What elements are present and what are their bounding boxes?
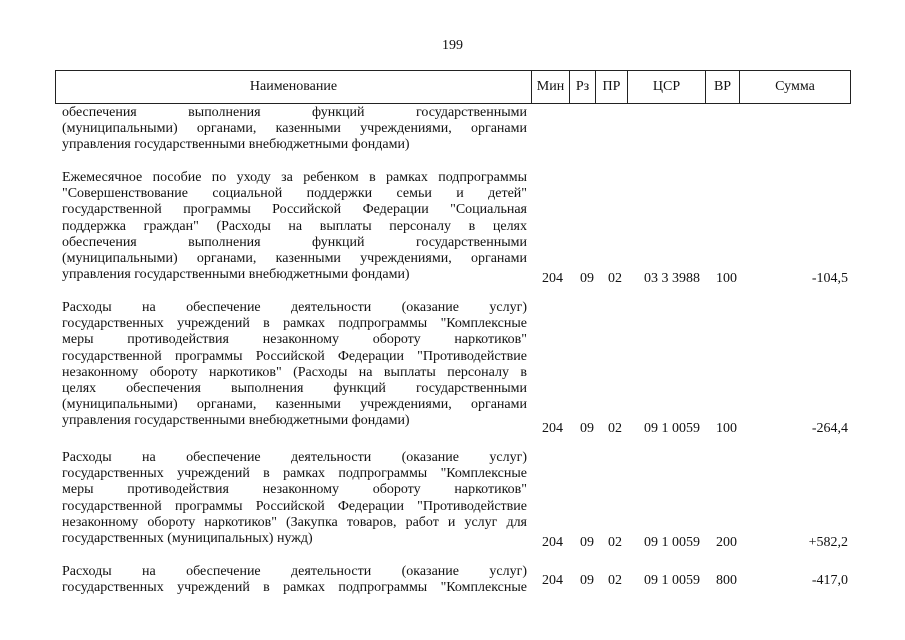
table-header [55,70,851,104]
cell-csr: 09 1 0059 [644,421,700,436]
description-line: меры противодействия незаконному обороту наркотиков" [62,332,527,348]
description-line: Расходы на обеспечение деятельности (оказание услуг) [62,300,527,315]
header-rz: Рз [569,71,595,103]
description-line: государственной программы Российской Федерации "Социальная [62,202,527,218]
description-line: государственной программы Российской Федерации "Противодействие [62,498,527,514]
cell-csr: 03 3 3988 [644,271,700,286]
row-values [62,271,848,288]
description-line: "Совершенствование социальной поддержки семьи и детей" [62,186,527,202]
header-name: Наименование [249,79,338,94]
description-line: управления государственными внебюджетными фондами) [62,137,410,153]
row-description [62,105,527,154]
row-description [62,170,527,283]
cell-vr: 100 [716,421,737,436]
cell-sum: -104,5 [811,271,848,286]
description-line: государственной программы Российской Федерации "Противодействие [62,348,527,364]
row-values [62,535,848,552]
description-line: обеспечения выполнения функций государственными [62,234,527,250]
description-line: управления государственными внебюджетными фондами) [62,267,410,283]
cell-min: 204 [542,573,563,588]
cell-min: 204 [542,271,563,286]
cell-vr: 800 [716,573,737,588]
cell-vr: 200 [716,535,737,550]
header-vr: ВР [705,71,739,103]
description-line: (муниципальными) органами, казенными учреждениями, органами [62,251,527,267]
row-description [62,450,527,547]
description-line: государственных учреждений в рамках подпрограммы "Комплексные [62,466,527,482]
description-line: Расходы на обеспечение деятельности (оказание услуг) [62,564,527,579]
header-min: Мин [531,71,569,103]
cell-csr: 09 1 0059 [644,535,700,550]
description-line: меры противодействия незаконному обороту наркотиков" [62,482,527,498]
cell-min: 204 [542,421,563,436]
cell-sum: -264,4 [811,421,848,436]
description-line: Расходы на обеспечение деятельности (оказание услуг) [62,450,527,465]
page-number: 199 [442,38,463,53]
description-line: государственных учреждений в рамках подпрограммы "Комплексные [62,580,527,596]
cell-vr: 100 [716,271,737,286]
description-line: (муниципальными) органами, казенными учреждениями, органами [62,121,527,137]
header-pr: ПР [595,71,627,103]
description-line: незаконному обороту наркотиков" (Закупка товаров, работ и услуг для [62,514,527,530]
description-line: обеспечения выполнения функций государственными [62,105,527,120]
row-description [62,300,527,430]
row-values [62,573,848,590]
cell-min: 204 [542,535,563,550]
description-line: целях обеспечения выполнения функций государственными [62,381,527,397]
description-line: управления государственными внебюджетными фондами) [62,413,410,429]
description-line: поддержка граждан" (Расходы на выплаты персоналу в целях [62,218,527,234]
cell-pr: 02 [608,271,622,286]
cell-pr: 02 [608,573,622,588]
cell-sum: -417,0 [811,573,848,588]
cell-rz: 09 [580,271,594,286]
cell-sum: +582,2 [808,535,848,550]
description-line: государственных учреждений в рамках подпрограммы "Комплексные [62,316,527,332]
cell-pr: 02 [608,421,622,436]
cell-rz: 09 [580,573,594,588]
header-csr: ЦСР [627,71,705,103]
row-values [62,421,848,438]
cell-csr: 09 1 0059 [644,573,700,588]
description-line: Ежемесячное пособие по уходу за ребенком в рамках подпрограммы [62,170,527,185]
cell-rz: 09 [580,535,594,550]
description-line: (муниципальными) органами, казенными учреждениями, органами [62,397,527,413]
description-line: незаконному обороту наркотиков" (Расходы на выплаты персоналу в [62,364,527,380]
header-sum: Сумма [739,71,850,103]
cell-rz: 09 [580,421,594,436]
cell-pr: 02 [608,535,622,550]
description-line: государственных (муниципальных) нужд) [62,531,313,547]
